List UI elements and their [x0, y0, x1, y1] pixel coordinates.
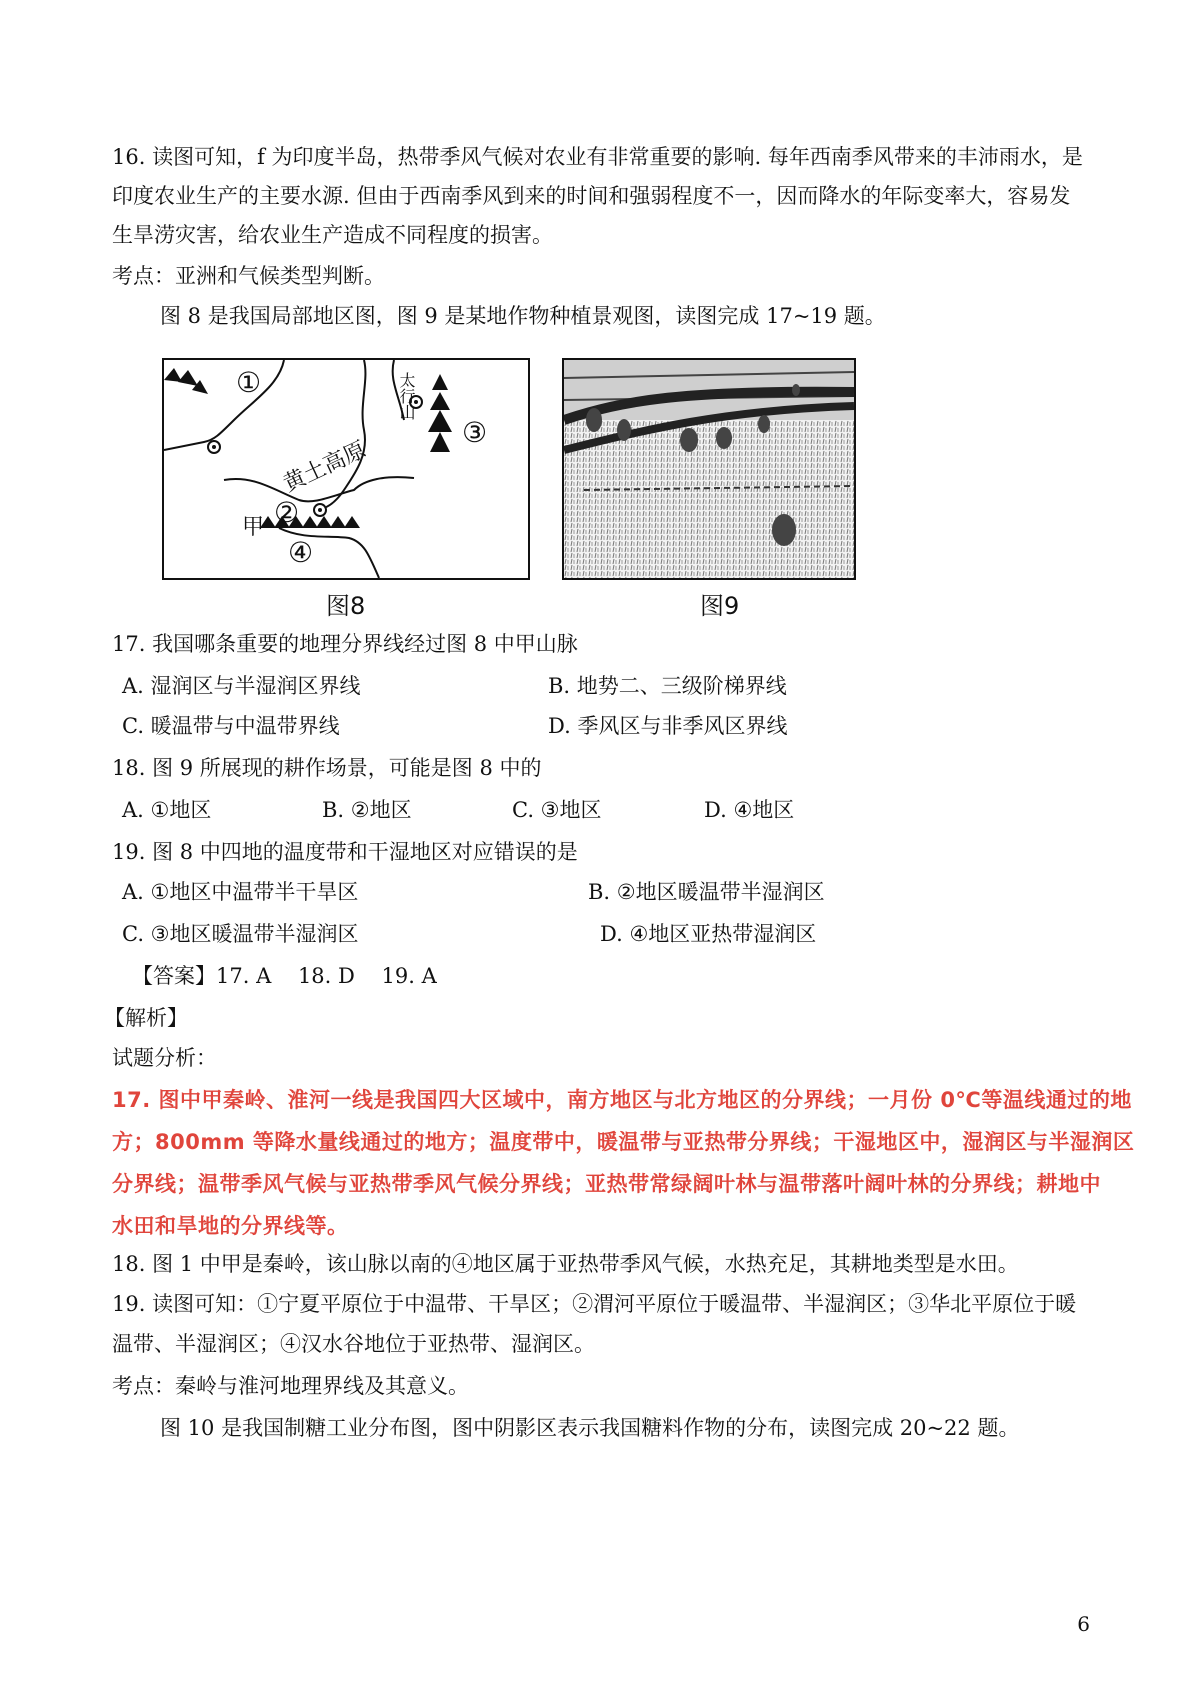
figure-9-caption: 图9: [700, 592, 740, 620]
region-4-label: ④: [288, 536, 314, 569]
figure-9-photo: [562, 358, 856, 580]
region-2-label: ②: [274, 496, 300, 529]
paddy-photo-drawing: [564, 360, 854, 578]
analysis-subheading: 试题分析：: [112, 1046, 217, 1070]
q19-option-c: C. ③地区暖温带半湿润区: [122, 922, 359, 946]
q19-option-b: B. ②地区暖温带半湿润区: [588, 880, 825, 904]
figure-8-caption: 图8: [326, 592, 366, 620]
analysis-heading: 【解析】: [104, 1006, 188, 1030]
q19-option-a: A. ①地区中温带半干旱区: [122, 880, 359, 904]
q18-option-a: A. ①地区: [122, 798, 212, 822]
intro-text: 图 8 是我国局部地区图，图 9 是某地作物种植景观图，读图完成 17~19 题。: [160, 304, 886, 328]
page-number: 6: [1077, 1612, 1090, 1636]
question-19: 19. 图 8 中四地的温度带和干湿地区对应错误的是: [112, 840, 578, 864]
q17-option-c: C. 暖温带与中温带界线: [122, 714, 340, 738]
q17-option-b: B. 地势二、三级阶梯界线: [548, 674, 787, 698]
para-16-line2: 印度农业生产的主要水源. 但由于西南季风到来的时间和强弱程度不一，因而降水的年际变率大，容易发: [112, 184, 1071, 208]
red-analysis-line4: 水田和旱地的分界线等。: [112, 1214, 349, 1238]
analysis-19-line2: 温带、半湿润区；④汉水谷地位于亚热带、湿润区。: [112, 1332, 595, 1356]
q19-option-d: D. ④地区亚热带湿润区: [600, 922, 817, 946]
red-analysis-line3: 分界线；温带季风气候与亚热带季风气候分界线；亚热带常绿阔叶林与温带落叶阔叶林的分界线；耕地中: [112, 1172, 1101, 1196]
figure-8-map: [162, 358, 530, 580]
q17-option-a: A. 湿润区与半湿润区界线: [122, 674, 361, 698]
red-analysis-line2: 方；800mm 等降水量线通过的地方；温度带中，暖温带与亚热带分界线；干湿地区中，湿润区与半湿润区: [112, 1130, 1135, 1154]
kaodian-2: 考点：秦岭与淮河地理界线及其意义。: [112, 1374, 469, 1398]
q18-option-d: D. ④地区: [704, 798, 795, 822]
analysis-18: 18. 图 1 中甲是秦岭，该山脉以南的④地区属于亚热带季风气候，水热充足，其耕地类型是水田。: [112, 1252, 1019, 1276]
region-1-label: ①: [236, 366, 262, 399]
analysis-19-line1: 19. 读图可知：①宁夏平原位于中温带、干旱区；②渭河平原位于暖温带、半湿润区；③华北平原位于暖: [112, 1292, 1077, 1316]
next-intro-text: 图 10 是我国制糖工业分布图，图中阴影区表示我国糖料作物的分布，读图完成 20~22 题。: [160, 1416, 1020, 1440]
region-3-label: ③: [462, 416, 488, 449]
kaodian-1: 考点：亚洲和气候类型判断。: [112, 264, 385, 288]
taihang-label: 太行山: [397, 372, 416, 420]
q17-option-d: D. 季风区与非季风区界线: [548, 714, 788, 738]
q18-option-b: B. ②地区: [322, 798, 412, 822]
q18-option-c: C. ③地区: [512, 798, 602, 822]
red-analysis-line1: 17. 图中甲秦岭、淮河一线是我国四大区域中，南方地区与北方地区的分界线；一月份 0℃等温线通过的地: [112, 1088, 1132, 1112]
loess-plateau-label: 黄土高原: [279, 437, 371, 498]
answer-line: 【答案】17. A 18. D 19. A: [132, 964, 437, 988]
jia-label: 甲: [242, 515, 265, 540]
question-17: 17. 我国哪条重要的地理分界线经过图 8 中甲山脉: [112, 632, 578, 656]
para-16-line1: 16. 读图可知，f 为印度半岛，热带季风气候对农业有非常重要的影响. 每年西南季风带来的丰沛雨水，是: [112, 145, 1083, 169]
yellow-river-upper: [164, 360, 284, 450]
para-16-line3: 生旱涝灾害，给农业生产造成不同程度的损害。: [112, 223, 553, 247]
question-18: 18. 图 9 所展现的耕作场景，可能是图 8 中的: [112, 756, 542, 780]
